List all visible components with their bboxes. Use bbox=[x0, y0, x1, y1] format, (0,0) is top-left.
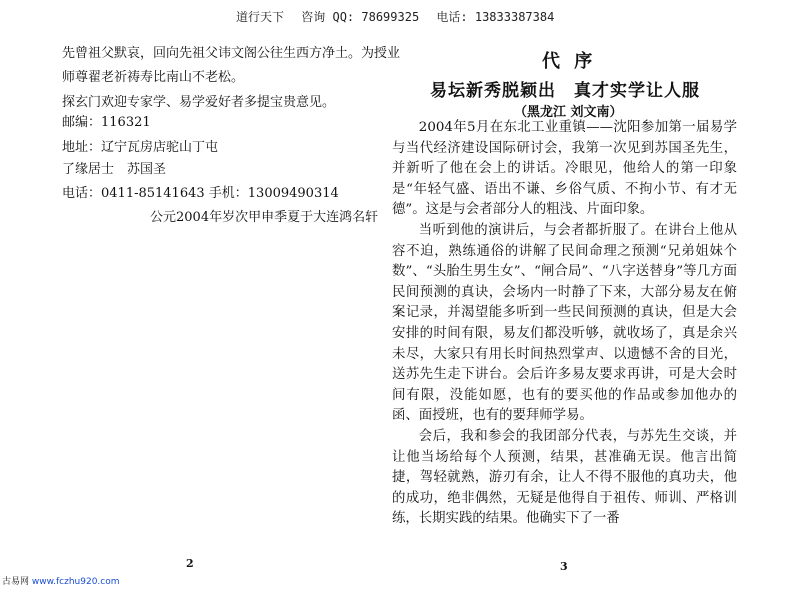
left-line-5: 地址：辽宁瓦房店驼山丁屯 bbox=[62, 140, 219, 155]
left-line-8: 公元2004年岁次甲申季夏于大连鸿名轩 bbox=[150, 210, 379, 225]
header-qq: 咨询 QQ: 78699325 bbox=[301, 10, 420, 24]
paragraph-3: 会后，我和参会的我团部分代表，与苏先生交谈，并让他当场给每个人预测，结果，甚准确无误。他言出简捷，驾轻就熟，游刃有余，让人不得不服他的真功夫，他的成功，绝非偶然，无疑是他得自于祖传、师训、严格训练，长期实践的结果。他确实下了一番 bbox=[392, 428, 737, 527]
left-line-2: 师尊翟老祈祷寿比南山不老松。 bbox=[62, 70, 245, 85]
page-title: 代 序 bbox=[542, 51, 597, 72]
header-brand: 道行天下 bbox=[236, 10, 285, 24]
body-text bbox=[392, 118, 737, 530]
author-byline: （黑龙江 刘文南） bbox=[514, 105, 623, 120]
footer-link[interactable]: www.fczhu920.com bbox=[31, 577, 120, 587]
left-line-6: 了缘居士 苏国圣 bbox=[62, 162, 167, 177]
right-page-number: 3 bbox=[560, 560, 568, 573]
footer bbox=[2, 574, 120, 587]
page-subtitle: 易坛新秀脱颖出 真才实学让人服 bbox=[430, 81, 700, 101]
footer-label: 古易网 bbox=[2, 577, 30, 587]
left-line-1: 先曾祖父默哀，回向先祖父讳文阁公往生西方净土。为授业 bbox=[62, 46, 401, 61]
left-line-7: 电话：0411-85141643 手机：13009490314 bbox=[62, 186, 339, 201]
left-line-4: 邮编：116321 bbox=[62, 115, 151, 130]
left-page-number: 2 bbox=[186, 557, 194, 570]
left-line-3: 探玄门欢迎专家学、易学爱好者多提宝贵意见。 bbox=[62, 95, 336, 110]
right-page bbox=[392, 0, 793, 589]
paragraph-1: 2004年5月在东北工业重镇——沈阳参加第一届易学与当代经济建设国际研讨会，我第一次见到苏国圣先生，并新听了他在会上的讲话。冷眼见，他给人的第一印象是“年轻气盛、语出不谦、乡俗气质、不拘小节、有才无德”。这是与会者部分人的粗浅、片面印象。 bbox=[392, 120, 737, 218]
paragraph-2: 当听到他的演讲后，与会者都折服了。在讲台上他从容不迫，熟练通俗的讲解了民间命理之预测“兄弟姐妹个数”、“头胎生男生女”、“闸合局”、“八字送替身”等几方面民间预测的真诀，会场内一时静了下来，大部分易友在俯案记录，并渴望能多听到一些民间预测的真诀，但是大会安排的时间有限，易友们都没听够，就收场了，真是余兴未尽，大家只有用长时间热烈掌声、以遗憾不舍的目光，送苏先生走下讲台。会后许多易友要求再讲，可是大会时间有限，没能如愿，也有的要买他的作品或参加他办的函、面授班，也有的要拜师学易。 bbox=[392, 222, 737, 424]
header-phone: 电话: 13833387384 bbox=[436, 10, 555, 24]
